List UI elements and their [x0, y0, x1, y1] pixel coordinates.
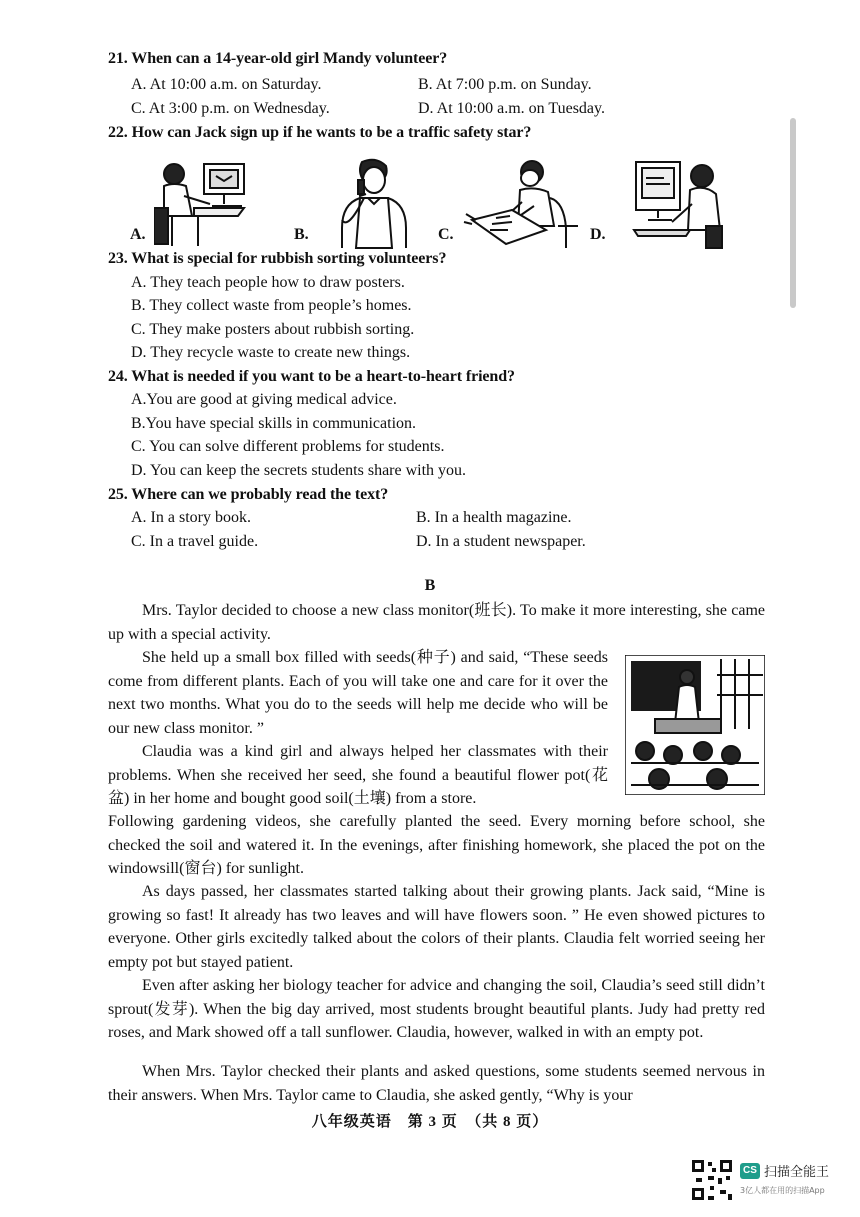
- q21-option-a: A. At 10:00 a.m. on Saturday.: [131, 76, 322, 93]
- q21-option-d: D. At 10:00 a.m. on Tuesday.: [418, 100, 605, 117]
- classroom-illustration: [625, 655, 765, 795]
- q22-option-a: [130, 158, 280, 250]
- section-heading: B: [424, 577, 436, 594]
- page-footer: 八年级英语 第 3 页 （共 8 页）: [311, 1114, 549, 1130]
- q22-option-c-label: C.: [438, 226, 454, 243]
- passage-paragraph-1: Mrs. Taylor decided to choose a new class monitor(班长). To make it more interesting, she came up with a special activity.: [108, 602, 765, 643]
- scanner-watermark: [690, 1158, 850, 1208]
- person-writing-icon: [462, 158, 582, 250]
- q22-option-d-label: D.: [590, 226, 606, 243]
- q22-option-b-label: B.: [294, 226, 309, 243]
- passage-paragraph-6: When Mrs. Taylor checked their plants and asked questions, some students seemed nervous in their answers. When Mrs. Taylor came to Claudia, she asked gently, “Why is your: [108, 1063, 765, 1104]
- passage-paragraph-3a: Claudia was a kind girl and always helped her classmates with their problems. When she received her seed, she found a beautiful flower pot(花盆) in her home and bought good soil(土壤) from a store.: [108, 743, 608, 807]
- question-21: 21. When can a 14-year-old girl Mandy volunteer?: [108, 50, 448, 67]
- person-at-computer-back-icon: [614, 158, 734, 250]
- q23-option-c: C. They make posters about rubbish sorting.: [131, 321, 415, 338]
- question-24: 24. What is needed if you want to be a heart-to-heart friend?: [108, 368, 515, 385]
- passage-paragraph-4: As days passed, her classmates started talking about their growing plants. Jack said, “Mine is growing so fast! It already has two leaves and will have flowers soon. ” He even showed pictures to everyone. Other girls excitedly talked about the colors of their plants. Claudia felt worried seeing her empty pot but stayed patient.: [108, 883, 765, 971]
- scanner-tagline: 3亿人都在用的扫描App: [740, 1186, 825, 1195]
- q23-option-a: A. They teach people how to draw posters.: [131, 274, 405, 291]
- q23-option-d: D. They recycle waste to create new things.: [131, 344, 411, 361]
- q22-option-c: [438, 158, 588, 250]
- scrollbar[interactable]: [790, 118, 796, 308]
- qr-code-icon: [690, 1158, 734, 1202]
- q25-option-a: A. In a story book.: [131, 509, 251, 526]
- passage-paragraph-2: She held up a small box filled with seeds(种子) and said, “These seeds come from different plants. Each of you will take one and care for it over the next two months. What you do to the seeds will help me decide who will be our new class monitor. ”: [108, 649, 608, 737]
- q25-option-d: D. In a student newspaper.: [416, 533, 586, 550]
- q21-option-b: B. At 7:00 p.m. on Sunday.: [418, 76, 592, 93]
- person-on-phone-icon: [318, 158, 438, 250]
- q23-option-b: B. They collect waste from people’s homes.: [131, 297, 412, 314]
- q22-option-b: [294, 158, 444, 250]
- q24-option-a: A.You are good at giving medical advice.: [131, 391, 397, 408]
- question-25: 25. Where can we probably read the text?: [108, 486, 389, 503]
- q25-option-c: C. In a travel guide.: [131, 533, 259, 550]
- person-at-computer-icon: [154, 158, 274, 250]
- passage-paragraph-3b: Following gardening videos, she carefully planted the seed. Every morning before school, she checked the soil and watered it. In the evenings, after finishing homework, she placed the pot on the windowsill(窗台) for sunlight.: [108, 813, 765, 877]
- scanner-badge: CS: [740, 1163, 760, 1179]
- q21-option-c: C. At 3:00 p.m. on Wednesday.: [131, 100, 330, 117]
- scanner-brand: 扫描全能王: [764, 1165, 830, 1180]
- q24-option-b: B.You have special skills in communication.: [131, 415, 417, 432]
- q24-option-c: C. You can solve different problems for students.: [131, 438, 445, 455]
- q22-option-d: [590, 158, 740, 250]
- q22-option-a-label: A.: [130, 226, 146, 243]
- q25-option-b: B. In a health magazine.: [416, 509, 572, 526]
- question-23: 23. What is special for rubbish sorting volunteers?: [108, 250, 447, 267]
- passage-paragraph-5: Even after asking her biology teacher for advice and changing the soil, Claudia’s seed still didn’t sprout(发芽). When the big day arrived, most students brought beautiful plants. Judy had pretty red roses, and Mark showed off a tall sunflower. Claudia, however, walked in with an empty pot.: [108, 977, 765, 1041]
- q24-option-d: D. You can keep the secrets students share with you.: [131, 462, 467, 479]
- question-22: 22. How can Jack sign up if he wants to be a traffic safety star?: [108, 124, 532, 141]
